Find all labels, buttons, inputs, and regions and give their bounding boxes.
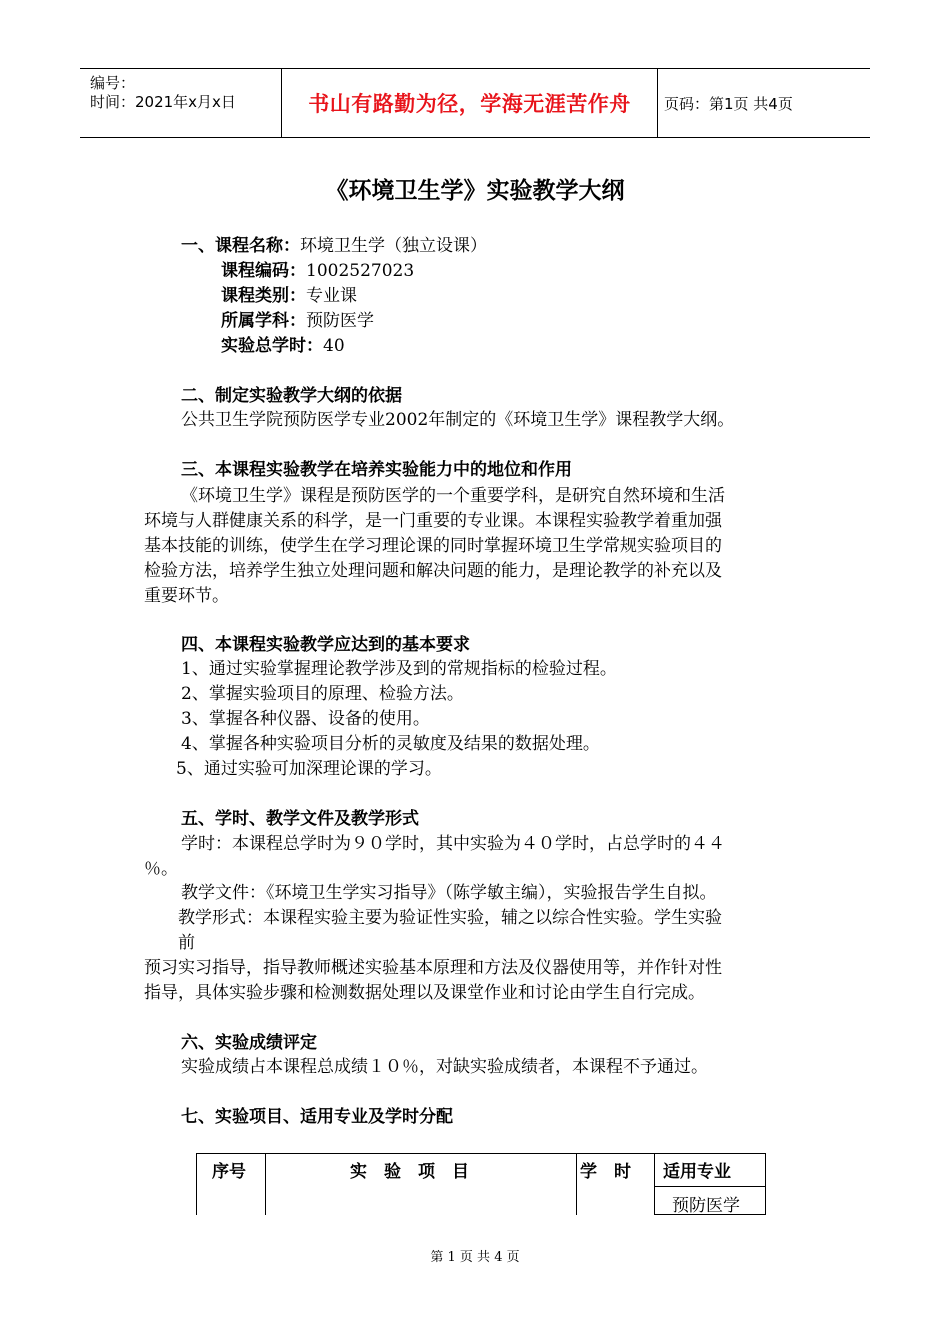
teaching-docs-text: 教学文件：《环境卫生学实习指导》（陈学敏主编），实验报告学生自拟。 xyxy=(181,883,717,903)
course-hours-label: 实验总学时： xyxy=(221,336,323,356)
section-2-heading: 二、制定实验教学大纲的依据 xyxy=(181,386,402,406)
hours-text-continued: ％。 xyxy=(144,859,178,879)
page-footer: 第 1 页 共 4 页 xyxy=(430,1250,520,1265)
requirement-item: 2、掌握实验项目的原理、检验方法。 xyxy=(181,684,464,704)
course-code-value: 1002527023 xyxy=(306,261,415,281)
course-code-label: 课程编码： xyxy=(221,261,306,281)
table-column-divider xyxy=(576,1153,577,1215)
course-hours-line xyxy=(221,334,345,358)
requirement-item: 3、掌握各种仪器、设备的使用。 xyxy=(181,709,430,729)
table-column-divider xyxy=(654,1153,655,1215)
document-number: 编号： xyxy=(90,74,136,92)
header-page-cell xyxy=(664,69,870,137)
section-3-line: 重要环节。 xyxy=(144,586,229,606)
course-discipline-value: 预防医学 xyxy=(306,311,374,331)
course-name-line xyxy=(181,234,487,258)
table-row-divider xyxy=(654,1186,766,1187)
motto-text: 书山有路勤为径，学海无涯苦作舟 xyxy=(308,92,631,116)
document-title: 《环境卫生学》实验教学大纲 xyxy=(325,178,625,204)
section-3-heading: 三、本课程实验教学在培养实验能力中的地位和作用 xyxy=(181,460,572,480)
course-discipline-line xyxy=(221,309,374,333)
teaching-form-text: 预习实习指导，指导教师概述实验基本原理和方法及仪器使用等，并作针对性 xyxy=(144,958,722,978)
table-header-hours: 学 时 xyxy=(580,1162,631,1182)
requirement-item: 5、通过实验可加深理论课的学习。 xyxy=(176,759,442,779)
table-header-major: 适用专业 xyxy=(663,1162,731,1182)
experiment-table xyxy=(196,1153,766,1215)
table-header-no: 序号 xyxy=(212,1162,246,1182)
course-name-label: 一、课程名称： xyxy=(181,236,300,256)
table-major-value: 预防医学 xyxy=(672,1196,740,1216)
header-motto-cell xyxy=(282,69,658,137)
section-3-line: 检验方法，培养学生独立处理问题和解决问题的能力，是理论教学的补充以及 xyxy=(144,561,722,581)
section-6-text: 实验成绩占本课程总成绩１０％，对缺实验成绩者，本课程不予通过。 xyxy=(181,1057,708,1077)
table-top-border xyxy=(196,1153,766,1154)
table-column-divider xyxy=(196,1153,197,1215)
course-category-value: 专业课 xyxy=(306,286,357,306)
table-column-divider xyxy=(765,1153,766,1215)
teaching-form-text: 指导，具体实验步骤和检测数据处理以及课堂作业和讨论由学生自行完成。 xyxy=(144,983,705,1003)
requirement-item: 4、掌握各种实验项目分析的灵敏度及结果的数据处理。 xyxy=(181,734,600,754)
course-name-value: 环境卫生学（独立设课） xyxy=(300,236,487,256)
course-hours-value: 40 xyxy=(323,336,345,356)
section-5-heading: 五、学时、教学文件及教学形式 xyxy=(181,809,419,829)
hours-text: 学时：本课程总学时为９０学时，其中实验为４０学时，占总学时的４４ xyxy=(181,834,725,854)
header-info-cell xyxy=(80,69,282,137)
course-discipline-label: 所属学科： xyxy=(221,311,306,331)
section-3-line: 环境与人群健康关系的科学，是一门重要的专业课。本课程实验教学着重加强 xyxy=(144,511,722,531)
section-2-text: 公共卫生学院预防医学专业2002年制定的《环境卫生学》课程教学大纲。 xyxy=(181,410,735,430)
teaching-form-text: 前 xyxy=(178,933,195,953)
page-header xyxy=(80,68,870,138)
requirement-item: 1、通过实验掌握理论教学涉及到的常规指标的检验过程。 xyxy=(181,659,617,679)
table-column-divider xyxy=(265,1153,266,1215)
document-time: 时间：2021年x月x日 xyxy=(90,93,236,111)
section-6-heading: 六、实验成绩评定 xyxy=(181,1033,317,1053)
section-3-line: 《环境卫生学》课程是预防医学的一个重要学科，是研究自然环境和生活 xyxy=(181,486,725,506)
section-7-heading: 七、实验项目、适用专业及学时分配 xyxy=(181,1107,453,1127)
section-3-line: 基本技能的训练，使学生在学习理论课的同时掌握环境卫生学常规实验项目的 xyxy=(144,536,722,556)
section-4-heading: 四、本课程实验教学应达到的基本要求 xyxy=(181,635,470,655)
course-category-label: 课程类别： xyxy=(221,286,306,306)
course-code-line xyxy=(221,259,414,283)
page-number: 页码：第1页 共4页 xyxy=(664,94,793,113)
table-header-item: 实 验 项 目 xyxy=(350,1162,469,1182)
course-category-line xyxy=(221,284,357,308)
teaching-form-text: 教学形式：本课程实验主要为验证性实验，辅之以综合性实验。学生实验 xyxy=(178,908,722,928)
